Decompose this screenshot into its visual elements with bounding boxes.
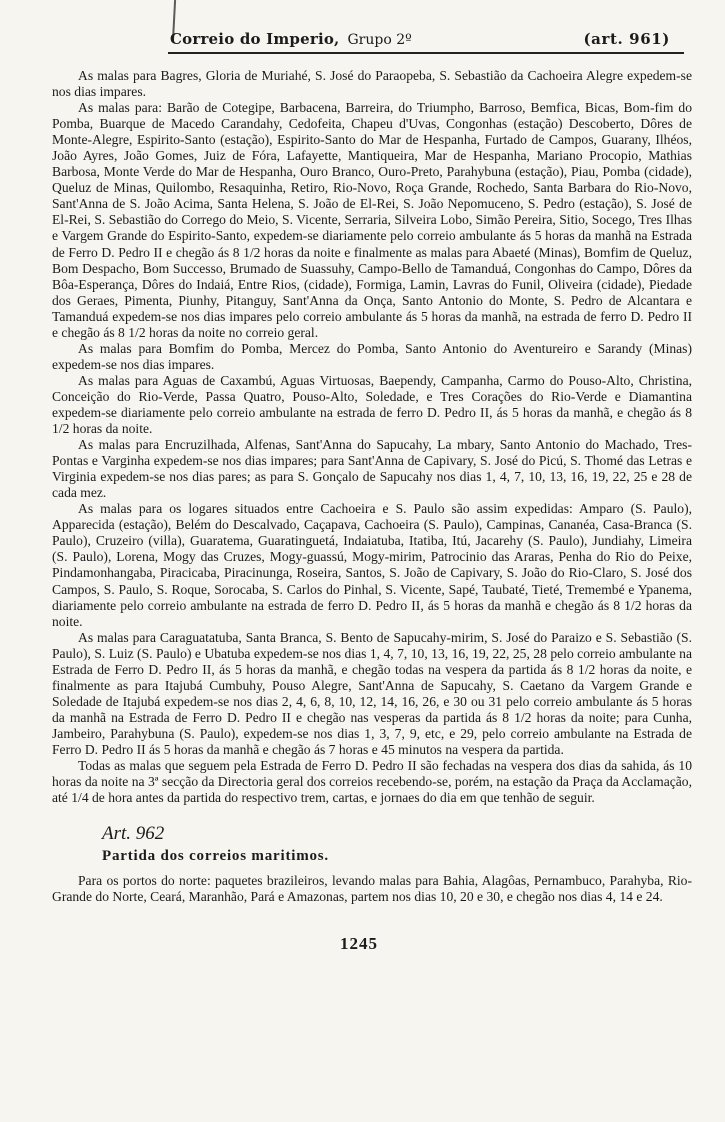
paragraph: As malas para os logares situados entre Cachoeira e S. Paulo são assim expedidas: Amparo (S. Paulo), Apparecida (estação), Belém do Descalvado, Caçapava, Cachoeira (S. Paulo), Campinas, Cananéa, Casa-Branca (S. Paulo), Cruzeiro (villa), Guaratema, Guaratinguetá, Indaiatuba, Itatiba, Itú, Jacarehy (S. Paulo), Jundiahy, Limeira (S. Paulo), Lorena, Mogy das Cruzes, Mogy-guassú, Mogy-mirim, Patrocinio das Araras, Penha do Rio do Peixe, Pindamonhangaba, Piracicaba, Piracinunga, Roseira, Santos, S. João de Capivary, S. João do Rio-Claro, S. José dos Campos, S. Paulo, S. Roque, Sorocaba, S. Carlos do Pinhal, S. Vicente, Sapé, Taubaté, Tieté, Tremembé e Ypanema, diariamente pelo correio ambulante na estrada de ferro D. Pedro II, ás 5 horas da manhã e chegão ás 8 1/2 horas da noite. bbox=[52, 501, 692, 629]
page-number: 1245 bbox=[340, 934, 378, 953]
article-962-body bbox=[52, 873, 692, 905]
paragraph: As malas para Aguas de Caxambú, Aguas Virtuosas, Baependy, Campanha, Carmo do Pouso-Alto, Christina, Conceição do Rio-Verde, Passa Quatro, Pouso-Alto, Soledade, e Tres Corações do Rio-Verde e Diamantina expedem-se diariamente pelo correio ambulante na estrada de ferro D. Pedro II, ás 5 horas da manhã, e chegão ás 8 1/2 horas da noite. bbox=[52, 372, 692, 437]
article-961-body bbox=[52, 68, 692, 806]
header-rule bbox=[168, 52, 684, 54]
paragraph: As malas para Bomfim do Pomba, Mercez do Pomba, Santo Antonio do Aventureiro e Sarandy (Minas) expedem-se nos dias impares. bbox=[52, 340, 692, 372]
paragraph: Para os portos do norte: paquetes brazileiros, levando malas para Bahia, Alagôas, Pernambuco, Parahyba, Rio-Grande do Norte, Ceará, Maranhão, Pará e Amazonas, partem nos dias 10, 20 e 30, e chegão nos dias 4, 14 e 24. bbox=[52, 873, 692, 905]
article-962-label: Art. 962 bbox=[102, 823, 165, 844]
header-group: Grupo 2º bbox=[347, 32, 412, 48]
running-header bbox=[170, 30, 670, 52]
header-title: Correio do Imperio, bbox=[170, 30, 340, 48]
paragraph: As malas para Encruzilhada, Alfenas, Sant'Anna do Sapucahy, La mbary, Santo Antonio do Machado, Tres-Pontas e Varginha expedem-se nos dias impares; para Sant'Anna de Capivary, S. José do Picú, S. Thomé das Letras e Virginia expedem-se nos dias pares; as para S. Gonçalo de Sapucahy nos dias 1, 4, 7, 10, 13, 16, 19, 22, 25 e 28 de cada mez. bbox=[52, 437, 692, 501]
paragraph: As malas para Caraguatatuba, Santa Branca, S. Bento de Sapucahy-mirim, S. José do Paraizo e S. Sebastião (S. Paulo), S. Luiz (S. Paulo) e Ubatuba expedem-se nos dias 1, 4, 7, 10, 13, 16, 19, 22, 25, 28 pelo correio ambulante na Estrada de Ferro D. Pedro II, ás 5 horas da manhã, e chegão todas na vespera da partida ás 8 1/2 horas da noite, e finalmente as para Itajubá Cumbuhy, Pouso Alegre, Sant'Anna de Sapucahy, S. Caetano da Vargem Grande e Soledade de Itajubá expedem-se nos dias 2, 4, 6, 8, 10, 12, 14, 16, 26, e 30 ou 31 pelo correio ambulante ás 5 horas da manhã na Estrada de Ferro D. Pedro II e chegão nas vesperas da partida ás 8 1/2 horas da noite; para Cunha, Jambeiro, Parahybuna (S. Paulo), expedem-se nos dias 1, 3, 7, 9, etc, e 29, pelo correio ambulante na Estrada de Ferro D. Pedro II ás 5 horas da manhã e chegão ás 7 horas e 45 minutos na vespera da partida. bbox=[52, 629, 692, 757]
paragraph: As malas para Bagres, Gloria de Muriahé, S. José do Paraopeba, S. Sebastião da Cachoeira Alegre expedem-se nos dias impares. bbox=[52, 68, 692, 100]
paragraph: As malas para: Barão de Cotegipe, Barbacena, Barreira, do Triumpho, Barroso, Bemfica, Bicas, Bom-fim do Pomba, Buarque de Macedo Carandahy, Cedofeita, Chapeu d'Uvas, Congonhas (estação) Descoberto, Dôres de Monte-Alegre, Espirito-Santo (estação), Espirito-Santo do Mar de Hespanha, Furtado de Campos, Guarany, Ilhéos, João Ayres, João Gomes, Juiz de Fóra, Lafayette, Mantiqueira, Mar de Hespanha, Mariano Procopio, Mathias Barbosa, Monte Verde do Mar de Hespanha, Ouro Branco, Ouro-Preto, Parahybuna (estação), Piau, Pomba (cidade), Queluz de Minas, Quilombo, Resaquinha, Retiro, Rio-Novo, Roça Grande, Rochedo, Santa Barbara do Rio-Novo, Sant'Anna de S. João Acima, Santa Helena, S. João de El-Rei, S. João Nepomuceno, S. Pedro (estação), S. José de El-Rei, S. Sebastião do Corrego do Meio, S. Vicente, Serraria, Silveira Lobo, Simão Pereira, Sitio, Socego, Tres Ilhas e Vargem Grande do Espirito-Santo, expedem-se diariamente pelo correio ambulante ás 5 horas da manhã na Estrada de Ferro D. Pedro II e chegão ás 8 1/2 horas da noite e finalmente as malas para Abaeté (Minas), Bomfim de Queluz, Bom Despacho, Bom Successo, Brumado de Suassuhy, Campo-Bello de Tamanduá, Congonhas do Campo, Dôres da Bôa-Esperança, Dôres do Indaiá, Entre Rios, (cidade), Formiga, Lamin, Lavras do Funil, Oliveira (cidade), Piedade dos Geraes, Pimenta, Piunhy, Pitanguy, Sant'Anna da Onça, Santo Antonio do Monte, S. Pedro de Alcantara e Tamanduá expedem-se nos dias impares pelo correio ambulante ás 5 horas da manhã, na estrada de ferro D. Pedro II e chegão ás 8 1/2 horas da noite no correio geral. bbox=[52, 100, 692, 340]
paragraph: Todas as malas que seguem pela Estrada de Ferro D. Pedro II são fechadas na vespera dos dias da sahida, ás 10 horas da noite na 3ª secção da Directoria geral dos correios recebendo-se, porém, na estação da Praça da Acclamação, até 1/4 de hora antes da partida do respectivo trem, cartas, e jornaes do dia em que tenhão de seguir. bbox=[52, 758, 692, 806]
header-article: (art. 961) bbox=[583, 30, 670, 48]
section-title: Partida dos correios maritimos. bbox=[102, 848, 329, 864]
